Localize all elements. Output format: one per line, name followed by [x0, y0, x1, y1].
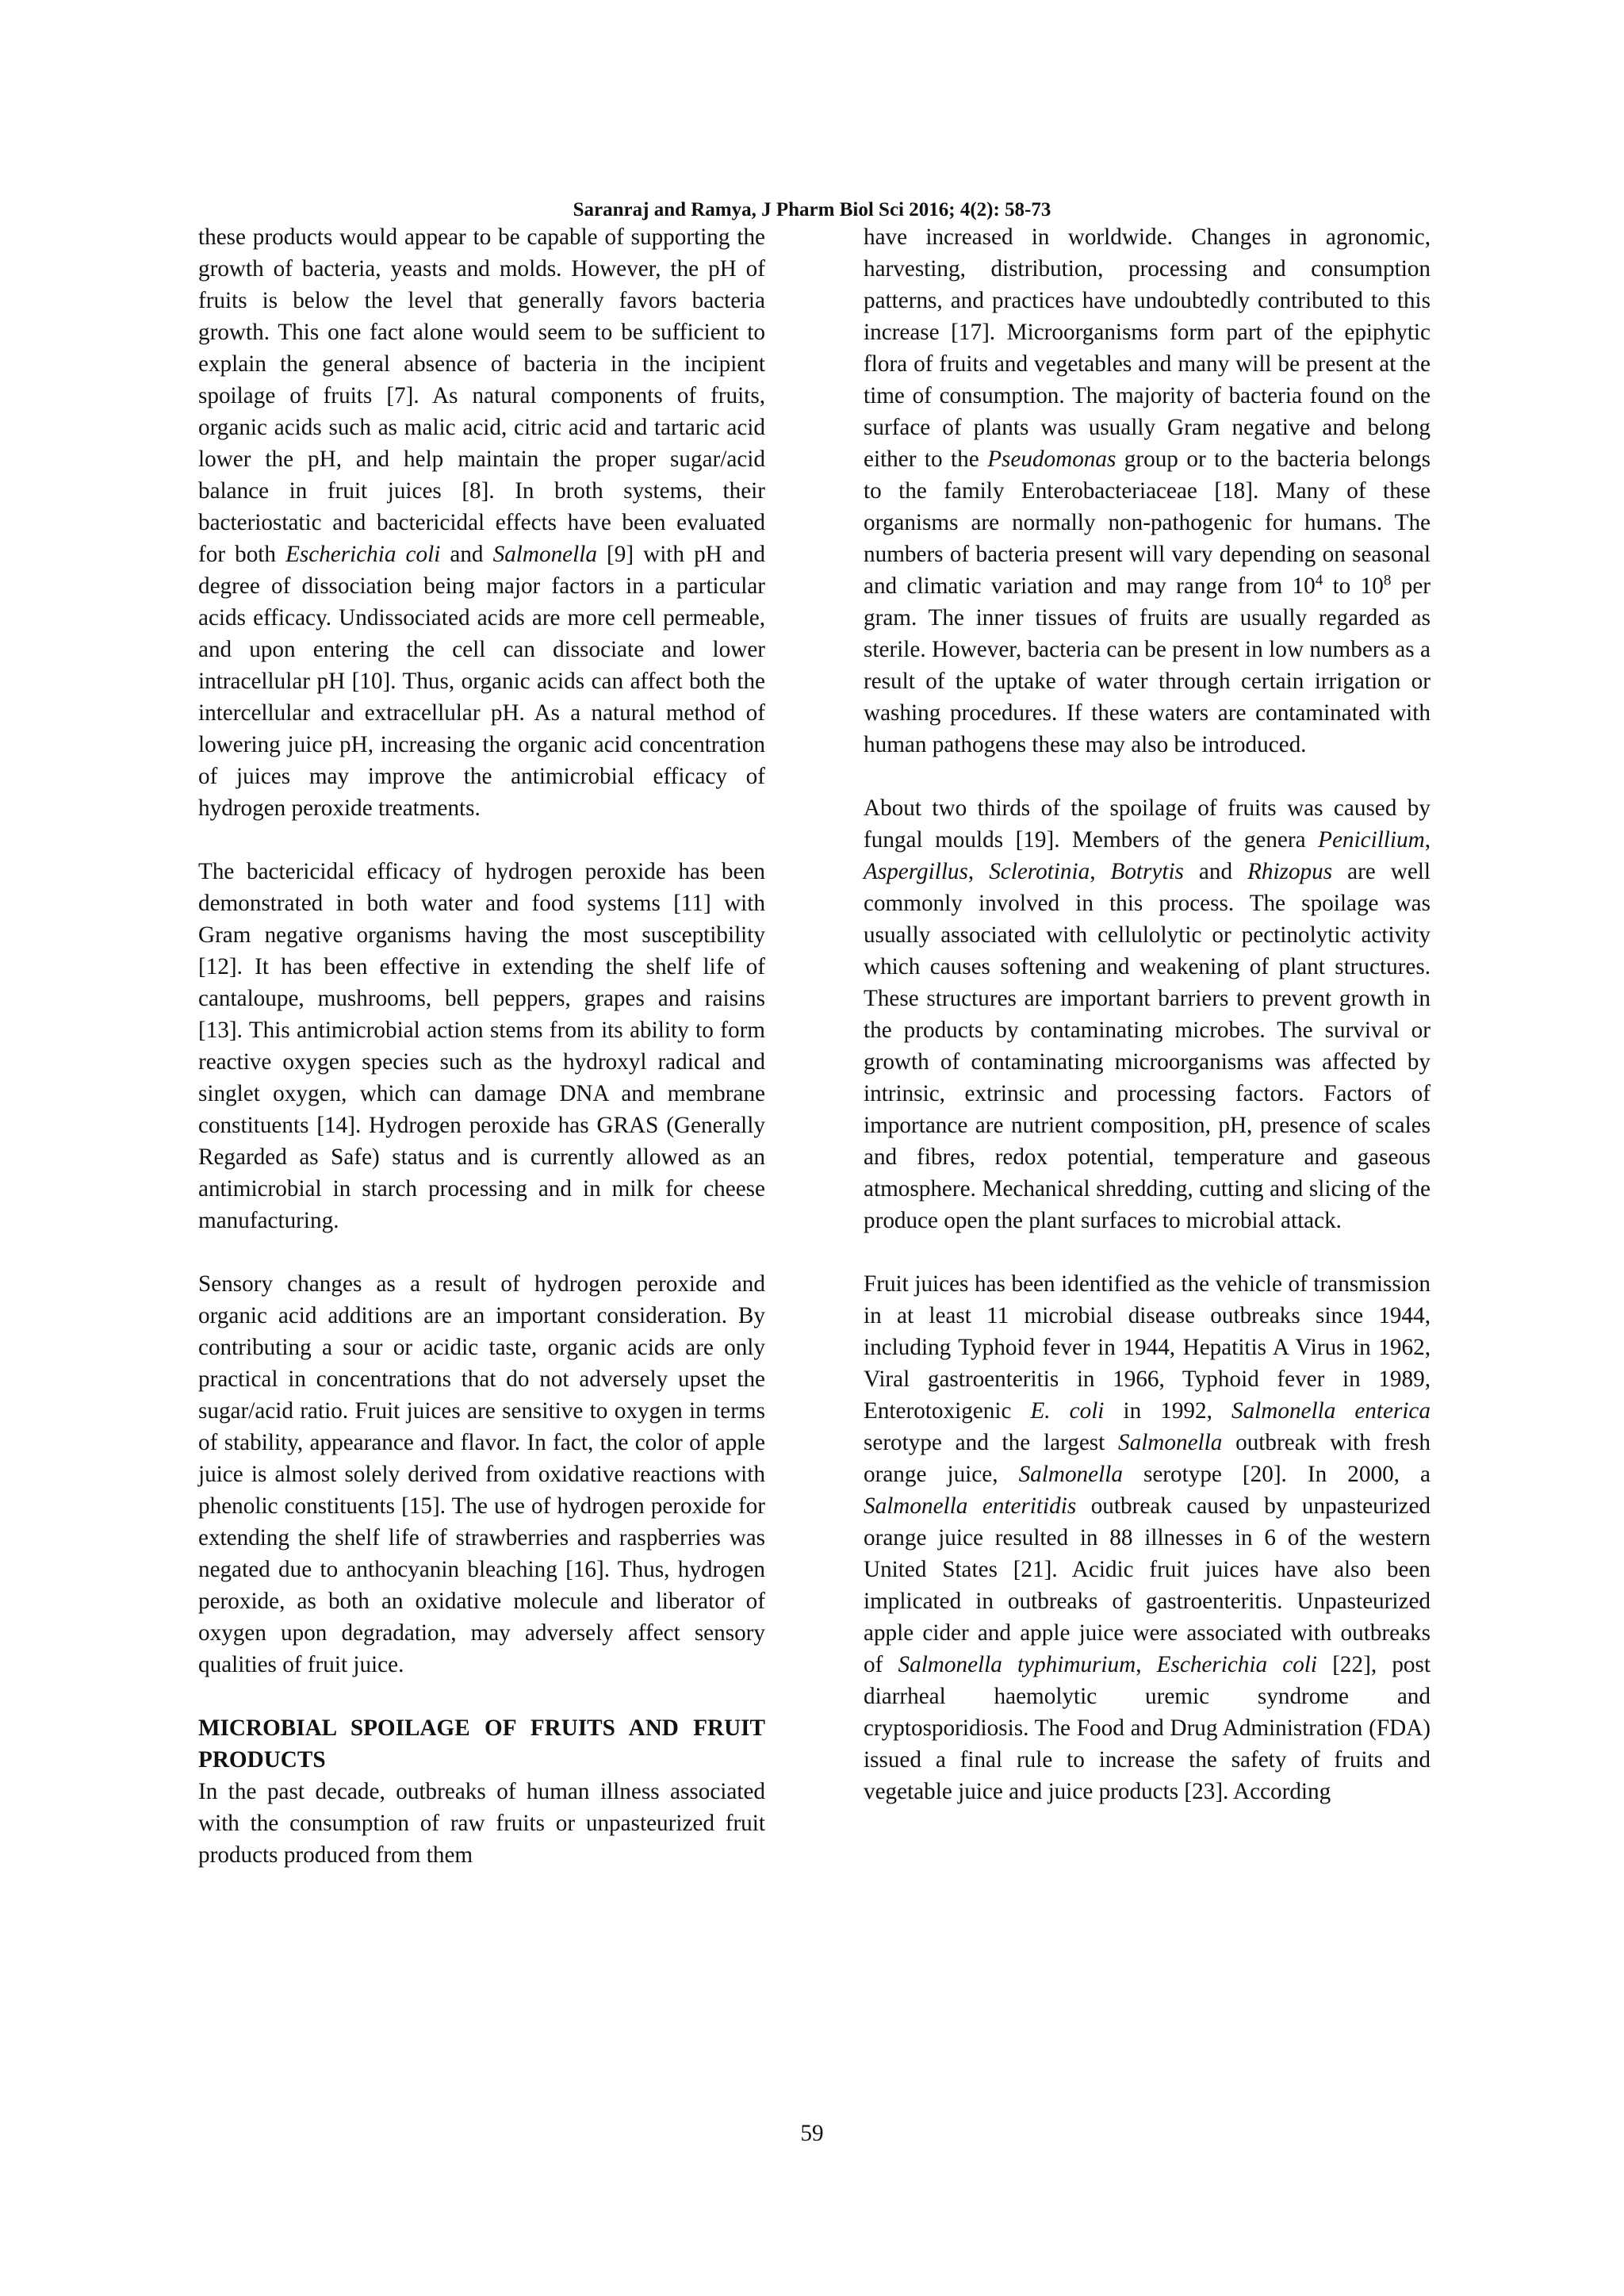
paragraph-hydrogen-peroxide: The bactericidal efficacy of hydrogen peroxide has been demonstrated in both water and food systems [11] with Gram negative organisms having the most susceptibility [12]. It has been effective in extending the shelf life of cantaloupe, mushrooms, bell peppers, grapes and raisins [13]. This antimicrobial action stems from its ability to form reactive oxygen species such as the hydroxyl radical and singlet oxygen, which can damage DNA and membrane constituents [14]. Hydrogen peroxide has GRAS (Generally Regarded as Safe) status and is currently allowed as an antimicrobial in starch processing and in milk for cheese manufacturing. — [198, 859, 765, 1233]
paragraph-sensory-changes: Sensory changes as a result of hydrogen peroxide and organic acid additions are an important consideration. By contributing a sour or acidic taste, organic acids are only practical in concentrations that do not adversely upset the sugar/acid ratio. Fruit juices are sensitive to oxygen in terms of stability, appearance and flavor. In fact, the color of apple juice is almost solely derived from oxidative reactions with phenolic constituents [15]. The use of hydrogen peroxide for extending the shelf life of strawberries and raspberries was negated due to anthocyanin bleaching [16]. Thus, hydrogen peroxide, as both an oxidative molecule and liberator of oxygen upon degradation, may adversely affect sensory qualities of fruit juice. — [198, 1271, 765, 1677]
right-column — [864, 221, 1431, 1807]
paragraph-outbreaks-intro: In the past decade, outbreaks of human illness associated with the consumption of raw fruits or unpasteurized fruit products produced from them — [198, 1779, 765, 1868]
running-head: Saranraj and Ramya, J Pharm Biol Sci 2016; 4(2): 58-73 — [573, 199, 1051, 220]
paragraph-organic-acids: these products would appear to be capable of supporting the growth of bacteria, yeasts and molds. However, the pH of fruits is below the level that generally favors bacteria growth. This one fact alone would seem to be sufficient to explain the general absence of bacteria in the incipient spoilage of fruits [7]. As natural components of fruits, organic acids such as malic acid, citric acid and tartaric acid lower the pH, and help maintain the proper sugar/acid balance in fruit juices [8]. In broth systems, their bacteriostatic and bactericidal effects have been evaluated for both Escherichia coli and Salmonella [9] with pH and degree of dissociation being major factors in a particular acids efficacy. Undissociated acids are more cell permeable, and upon entering the cell can dissociate and lower intracellular pH [10]. Thus, organic acids can affect both the intercellular and extracellular pH. As a natural method of lowering juice pH, increasing the organic acid concentration of juices may improve the antimicrobial efficacy of hydrogen peroxide treatments. — [198, 224, 765, 821]
section-heading-microbial-spoilage: MICROBIAL SPOILAGE OF FRUITS AND FRUIT PRODUCTS — [198, 1715, 765, 1773]
page-number: 59 — [800, 2121, 824, 2146]
paragraph-epiphytic-flora: have increased in worldwide. Changes in agronomic, harvesting, distribution, processing and consumption patterns, and practices have undoubtedly contributed to this increase [17]. Microorganisms form part of the epiphytic flora of fruits and vegetables and many will be present at the time of consumption. The majority of bacteria found on the surface of plants was usually Gram negative and belong either to the Pseudomonas group or to the bacteria belongs to the family Enterobacteriaceae [18]. Many of these organisms are normally non-pathogenic for humans. The numbers of bacteria present will vary depending on seasonal and climatic variation and may range from $10^4$ to $10^8$ per gram. The inner tissues of fruits are usually regarded as sterile. However, bacteria can be present in low numbers as a result of the uptake of water through certain irrigation or washing procedures. If these waters are contaminated with human pathogens these may also be introduced. — [864, 224, 1431, 757]
paragraph-fungal-spoilage: About two thirds of the spoilage of fruits was caused by fungal moulds [19]. Members of the genera Penicillium, Aspergillus, Sclerotinia, Botrytis and Rhizopus are well commonly involved in this process. The spoilage was usually associated with cellulolytic or pectinolytic activity which causes softening and weakening of plant structures. These structures are important barriers to prevent growth in the products by contaminating microbes. The survival or growth of contaminating microorganisms was affected by intrinsic, extrinsic and processing factors. Factors of importance are nutrient composition, pH, presence of scales and fibres, redox potential, temperature and gaseous atmosphere. Mechanical shredding, cutting and slicing of the produce open the plant surfaces to microbial attack. — [864, 795, 1431, 1233]
left-column — [198, 221, 765, 1871]
paragraph-juice-outbreaks: Fruit juices has been identified as the vehicle of transmission in at least 11 microbial disease outbreaks since 1944, including Typhoid fever in 1944, Hepatitis A Virus in 1962, Viral gastroenteritis in 1966, Typhoid fever in 1989, Enterotoxigenic E. coli in 1992, Salmonella enterica serotype and the largest Salmonella outbreak with fresh orange juice, Salmonella serotype [20]. In 2000, a Salmonella enteritidis outbreak caused by unpasteurized orange juice resulted in 88 illnesses in 6 of the western United States [21]. Acidic fruit juices have also been implicated in outbreaks of gastroenteritis. Unpasteurized apple cider and apple juice were associated with outbreaks of Salmonella typhimurium, Escherichia coli [22], post diarrheal haemolytic uremic syndrome and cryptosporidiosis. The Food and Drug Administration (FDA) issued a final rule to increase the safety of fruits and vegetable juice and juice products [23]. According — [864, 1271, 1431, 1804]
